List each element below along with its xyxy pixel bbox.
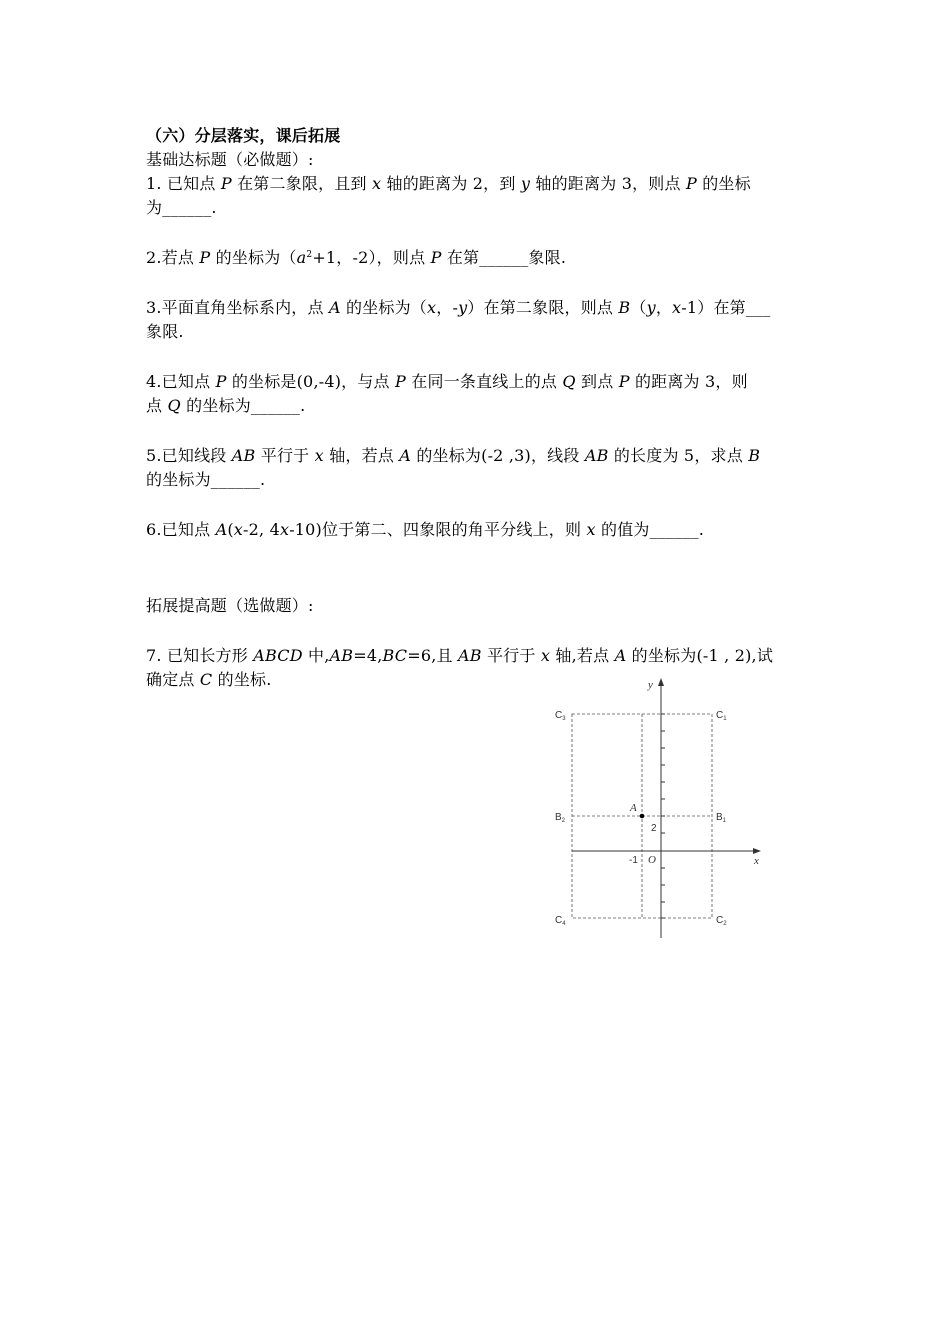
label-c1: $C_1$ (716, 710, 727, 722)
y-axis-label: y (648, 679, 653, 691)
label-c3: $C_3$ (555, 710, 566, 722)
question-5-line-1: 5.已知线段 AB 平行于 x 轴，若点 A 的坐标为(-2 ,3)，线段 AB 的长度为 5，求点 B (146, 446, 761, 465)
coordinate-diagram (552, 676, 774, 942)
question-7-line-2: 确定点 C 的坐标. (146, 670, 272, 689)
question-2: 2.若点 P 的坐标为（$a^2+1$，-2），则点 P 在第______象限. (146, 248, 567, 267)
coordinate-figure (552, 676, 774, 942)
tick-label-neg-one: -1 (629, 855, 638, 866)
question-4-line-2: 点 Q 的坐标为______. (146, 396, 306, 415)
section-title: （六）分层落实，课后拓展 (146, 126, 341, 145)
question-3-line-2: 象限. (146, 322, 184, 341)
question-3-line-1: 3.平面直角坐标系内，点 A 的坐标为（x，-y）在第二象限，则点 B（y，x-1）在第___ (146, 298, 771, 317)
point-a-label: A (630, 802, 637, 814)
extend-heading: 拓展提高题（选做题）: (146, 596, 314, 615)
y-axis-arrow (658, 678, 664, 686)
question-1-line-2: 为______. (146, 198, 217, 217)
x-axis-label: x (754, 855, 759, 867)
label-c4: $C_4$ (555, 915, 566, 927)
question-1-line-1: 1. 已知点 P 在第二象限，且到 x 轴的距离为 2，到 y 轴的距离为 3，则点 P 的坐标 (146, 174, 751, 193)
worksheet (146, 124, 810, 692)
question-6: 6.已知点 A(x-2, 4x-10)位于第二、四象限的角平分线上，则 x 的值为______. (146, 520, 705, 539)
point-a (640, 814, 645, 819)
question-4-line-1: 4.已知点 P 的坐标是(0,-4)，与点 P 在同一条直线上的点 Q 到点 P 的距离为 3，则 (146, 372, 748, 391)
origin-label: O (648, 854, 656, 866)
question-7-line-1: 7. 已知长方形 ABCD 中,AB=4,BC=6,且 AB 平行于 x 轴,若点 A 的坐标为(-1 , 2),试 (146, 646, 774, 665)
basic-heading: 基础达标题（必做题）: (146, 150, 314, 169)
tick-label-two: 2 (651, 823, 657, 834)
label-c2: $C_2$ (716, 915, 727, 927)
x-axis-arrow (753, 848, 761, 854)
question-5-line-2: 的坐标为______. (146, 470, 266, 489)
label-b1: $B_1$ (716, 812, 727, 824)
label-b2: $B_2$ (555, 812, 566, 824)
